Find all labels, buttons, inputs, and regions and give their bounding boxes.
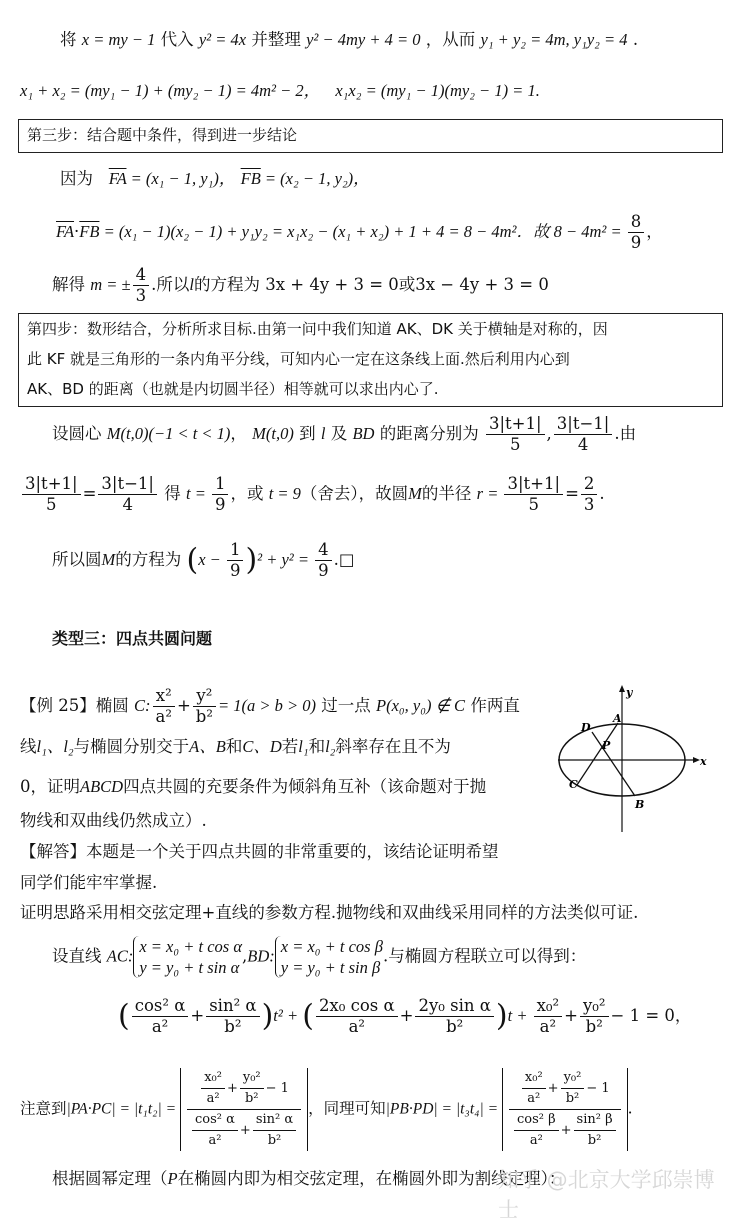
label-d: D (581, 721, 591, 734)
fraction: $\frac{2}{3}$ (581, 474, 598, 515)
fraction: $\frac{\text{sin² α}}{\text{b²}}$ (206, 996, 259, 1037)
label-p: P (602, 739, 611, 752)
line-circle-center: 设圆心 M(t,0)(−1 < t < 1)， M(t,0) 到 l 及 BD 的距离分别为 $\frac{3|t+1|}{5}$ , $\frac{3|t-1|}{4}$ .由 (52, 414, 637, 454)
solution-line3: 证明思路采用相交弦定理+直线的参数方程.抛物线和双曲线采用同样的方法类似可证. (20, 903, 639, 922)
math: y₁ + y₂ = 4m, y₁y₂ = 4 (480, 30, 628, 49)
x-axis-arrow (693, 757, 700, 763)
fraction: $\frac{\text{x²}}{\text{a²}}$ (153, 686, 175, 727)
fraction: $\frac{\text{cos² α}}{\text{a²}}$ (132, 996, 189, 1037)
fraction: $\frac{\text{y₀²}}{\text{b²}}$ (580, 996, 609, 1037)
example-line1: 【例 25】椭圆 C: $\frac{\text{x²}}{\text{a²}}$ + $\frac{\text{y²}}{\text{b²}}$ = 1(a > b > 0) 过一点 P(x₀, y₀) ∉ C 作两直 (20, 686, 520, 726)
fraction: $\frac{\text{y²}}{\text{b²}}$ (193, 686, 216, 727)
step4-line2: 此 KF 就是三角形的一条内角平分线，可知内心一定在这条线上面.然后利用内心到 (27, 350, 570, 368)
fraction: $\frac{\text{x₀²}}{\text{a²}}$ + $\frac{\text{y₀²}}{\text{b²}}$ − 1 $\frac{\text{cos² α}}{\text{a²}}$ + $\frac{\text{sin² α}}{\text{b²}}$ (187, 1068, 301, 1151)
equation-system: x = x₀ + t cos α y = y₀ + t sin α (133, 936, 242, 978)
solution-line2: 同学们能牢牢掌握. (20, 873, 158, 892)
math: y² = 4x (198, 30, 247, 49)
line-x-sum-product: x₁ + x₂ = (my₁ − 1) + (my₂ − 1) = 4m² − 2， x₁x₂ = (my₁ − 1)(my₂ − 1) = 1. (20, 81, 540, 100)
fraction: $\frac{3|t+1|}{5}$ (486, 414, 545, 455)
label-c: C (569, 778, 578, 791)
step4-line3: AK、BD 的距离（也就是内切圆半径）相等就可以求出内心了. (27, 380, 439, 398)
fraction: $\frac{3|t+1|}{5}$ (504, 474, 563, 515)
ellipse-figure (556, 684, 716, 834)
fraction: $\frac{\text{x₀²}}{\text{a²}}$ (534, 996, 563, 1037)
line-power-of-point: 注意到|PA·PC| = |t₁t₂| = $\frac{\text{x₀²}}{\text{a²}}$ + $\frac{\text{y₀²}}{\text{b²}}$ − 1 $\frac{\text{cos² α}}{\text{a²}}$ + $\frac{\text{sin² α}}{\text{b²}}$ ，同理可知|PB·PD| = |t₃t₄| = $\frac{\text{x₀²}}{\text{a²}}$ + $\frac{\text{y₀²}}{\text{b²}}$ − 1 $\frac{\text{cos² β}}{\text{a²}}$ + $\frac{\text{sin² β}}{\text{b²}}$ . (20, 1068, 633, 1151)
label-b: B (635, 798, 645, 811)
fraction: $\frac{\text{2x₀ cos α}}{\text{a²}}$ (316, 996, 398, 1037)
label-x: x (700, 755, 707, 768)
fraction: $\frac{4}{3}$ (133, 265, 150, 306)
fraction: $\frac{3|t-1|}{4}$ (554, 414, 613, 455)
step4-box (18, 313, 723, 407)
example-line4: 物线和双曲线仍然成立）. (20, 811, 207, 830)
line-dot-product: $\overline{FA}\cdot\overline{FB} = (x_1 - 1)(x_2 - 1) + y_1y_2 = x_1x_2 - (x_1 + x_2) + 1 + 4 = 8 - 4m^2$．故 8 − 4m² = $\frac{8}{9}$ ， (56, 212, 663, 252)
watermark: 知乎 @北京大学邱崇博士 (498, 1168, 715, 1222)
quadratic-equation: ( $\frac{\text{cos² α}}{\text{a²}}$ + $\frac{\text{sin² α}}{\text{b²}}$ )t² + ( $\frac{\text{2x₀ cos α}}{\text{a²}}$ + $\frac{\text{2y₀ sin α}}{\text{b²}}$ )t + $\frac{\text{x₀²}}{\text{a²}}$ + $\frac{\text{y₀²}}{\text{b²}}$ − 1 = 0， (118, 996, 692, 1036)
section-heading: 类型三：四点共圆问题 (52, 629, 213, 648)
label-a: A (613, 712, 622, 725)
math: x = my − 1 (81, 30, 156, 49)
line-circle-power-theorem: 根据圆幂定理（P在椭圆内即为相交弦定理，在椭圆外即为割线定理）： (52, 1169, 566, 1188)
fraction: $\frac{4}{9}$ (315, 540, 332, 581)
fraction: $\frac{3|t-1|}{4}$ (98, 474, 157, 515)
fraction: $\frac{3|t+1|}{5}$ (22, 474, 81, 515)
example-line3: 0，证明ABCD四点共圆的充要条件为倾斜角互补（该命题对于抛 (20, 777, 487, 796)
step3-text: 第三步：结合题中条件，得到进一步结论 (27, 126, 298, 144)
line-parametric: 设直线 AC: x = x₀ + t cos α y = y₀ + t sin α ,BD: x = x₀ + t cos β y = y₀ + t sin β .与椭圆方程联立可以得到： (52, 937, 587, 977)
solution-line1: 【解答】本题是一个关于四点共圆的非常重要的，该结论证明希望 (20, 842, 499, 861)
step4-line1: 第四步：数形结合，分析所求目标.由第一问中我们知道 AK、DK 关于横轴是对称的，因 (27, 320, 608, 338)
line-bd (592, 732, 635, 796)
line-solve-m: 解得 m = ± $\frac{4}{3}$ .所以l的方程为 3x + 4y + 3 = 0或3x − 4y + 3 = 0 (52, 265, 549, 305)
fraction: $\frac{8}{9}$ (628, 212, 645, 253)
y-axis-arrow (619, 685, 625, 692)
math: y² − 4my + 4 = 0 (306, 30, 421, 49)
line-substitution: 将 x = my − 1 代入 y² = 4x 并整理 y² − 4my + 4 = 0 ，从而 y₁ + y₂ = 4m, y₁y₂ = 4 . (60, 30, 639, 49)
absolute-value (180, 1068, 308, 1151)
fraction: $\frac{\text{x₀²}}{\text{a²}}$ + $\frac{\text{y₀²}}{\text{b²}}$ − 1 $\frac{\text{cos² β}}{\text{a²}}$ + $\frac{\text{sin² β}}{\text{b²}}$ (509, 1068, 621, 1151)
equation-system: x = x₀ + t cos β y = y₀ + t sin β (275, 936, 383, 978)
line-circle-equation: 所以圆M的方程为 (x − $\frac{1}{9}$ )² + y² = $\frac{4}{9}$ .□ (52, 540, 355, 580)
label-y: y (626, 686, 633, 699)
line-vectors: 因为 $\overline{FA} = (x_1 - 1$, y₁)， $\overline{FB} = (x_2 - 1$, y₂)， (60, 169, 370, 188)
line-solve-t: $\frac{3|t+1|}{5}$ = $\frac{3|t-1|}{4}$ 得 t = $\frac{1}{9}$ ，或 t = 9（舍去），故圆M的半径 r = $\frac{3|t+1|}{5}$ = $\frac{2}{3}$ . (20, 474, 605, 515)
absolute-value (502, 1068, 628, 1151)
fraction: $\frac{1}{9}$ (212, 474, 229, 515)
fraction: $\frac{\text{2y₀ sin α}}{\text{b²}}$ (415, 996, 493, 1037)
step3-box (18, 119, 723, 153)
example-line2: 线l₁、l₂与椭圆分别交于A、B和C、D若l₁和l₂斜率存在且不为 (20, 737, 451, 756)
fraction: $\frac{1}{9}$ (227, 540, 244, 581)
